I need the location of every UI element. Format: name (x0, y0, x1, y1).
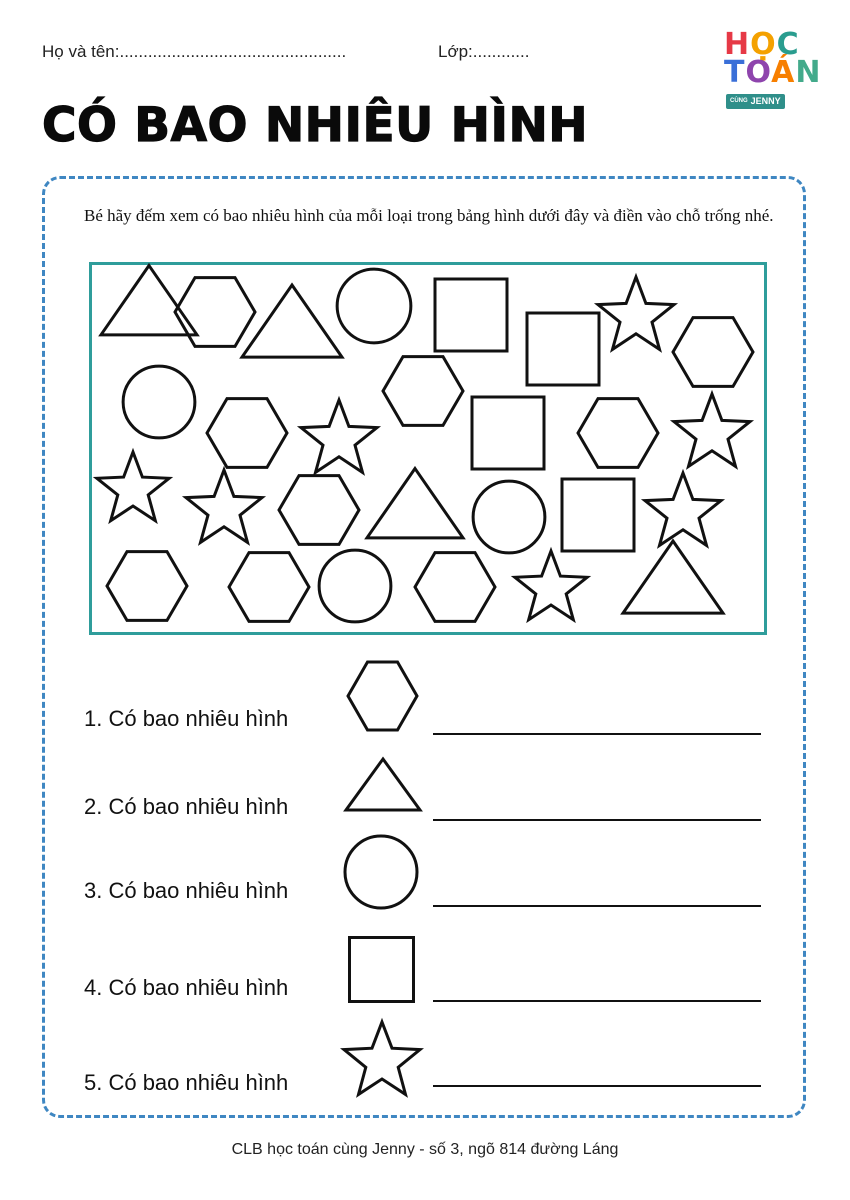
footer-address: CLB học toán cùng Jenny - số 3, ngõ 814 đường Láng (231, 1141, 619, 1158)
logo-tag (726, 94, 785, 109)
hexagon-shape (229, 553, 309, 622)
question-3-circle-icon (340, 832, 426, 914)
star-shape (97, 452, 169, 521)
star-shape (515, 551, 587, 620)
hexagon-shape (415, 553, 495, 622)
class-field[interactable]: Lớp:............ (438, 42, 530, 61)
hexagon-shape (578, 399, 658, 468)
question-2-answer-line[interactable] (433, 819, 761, 821)
triangle-shape (623, 541, 723, 613)
question-2-label: 2. Có bao nhiêu hình (84, 794, 289, 819)
question-2-triangle-icon (340, 745, 426, 827)
circle-shape (123, 366, 195, 438)
brand-logo (722, 27, 822, 114)
question-1-hexagon-icon (340, 655, 426, 737)
hexagon-shape (673, 318, 753, 387)
star-shape (598, 277, 674, 349)
question-3-answer-line[interactable] (433, 905, 761, 907)
triangle-shape (367, 469, 463, 538)
square-shape (472, 397, 544, 469)
star-shape (301, 400, 377, 472)
logo-tag-main: JENNY (750, 96, 781, 106)
square-shape (527, 313, 599, 385)
star-shape (645, 473, 721, 545)
question-4-square-icon (340, 928, 426, 1010)
logo-letter: H (724, 27, 751, 62)
instruction-text: Bé hãy đếm xem có bao nhiêu hình của mỗi loại trong bảng hình dưới đây và điền vào chỗ trống nhé. (84, 206, 774, 225)
question-4-answer-line[interactable] (433, 1000, 761, 1002)
name-field[interactable]: Họ và tên:................................................ (42, 42, 347, 61)
question-5-star-icon (340, 1018, 426, 1100)
square-shape (435, 279, 507, 351)
logo-letter: Ọ (750, 27, 777, 62)
question-1-answer-line[interactable] (433, 733, 761, 735)
shape-grid (89, 262, 767, 635)
logo-word-toan (724, 55, 822, 90)
logo-letter: Á (771, 55, 796, 90)
hexagon-shape (383, 357, 463, 426)
question-5-label: 5. Có bao nhiêu hình (84, 1070, 289, 1095)
circle-shape (473, 481, 545, 553)
logo-letter: C (776, 27, 800, 62)
question-4-label: 4. Có bao nhiêu hình (84, 975, 289, 1000)
question-5-answer-line[interactable] (433, 1085, 761, 1087)
triangle-shape (242, 285, 342, 357)
logo-letter: T (724, 55, 746, 90)
hexagon-shape (279, 476, 359, 545)
logo-letter: O (745, 55, 772, 90)
circle-shape (319, 550, 391, 622)
circle-shape (337, 269, 411, 343)
question-3-label: 3. Có bao nhiêu hình (84, 878, 289, 903)
page-title: CÓ BAO NHIÊU HÌNH (42, 98, 589, 153)
hexagon-shape (207, 399, 287, 468)
hexagon-shape (107, 552, 187, 621)
star-shape (186, 470, 262, 542)
square-shape (562, 479, 634, 551)
logo-letter: N (795, 55, 822, 90)
star-shape (674, 394, 750, 466)
question-1-label: 1. Có bao nhiêu hình (84, 706, 289, 731)
logo-tag-small: CÙNG (730, 98, 748, 105)
